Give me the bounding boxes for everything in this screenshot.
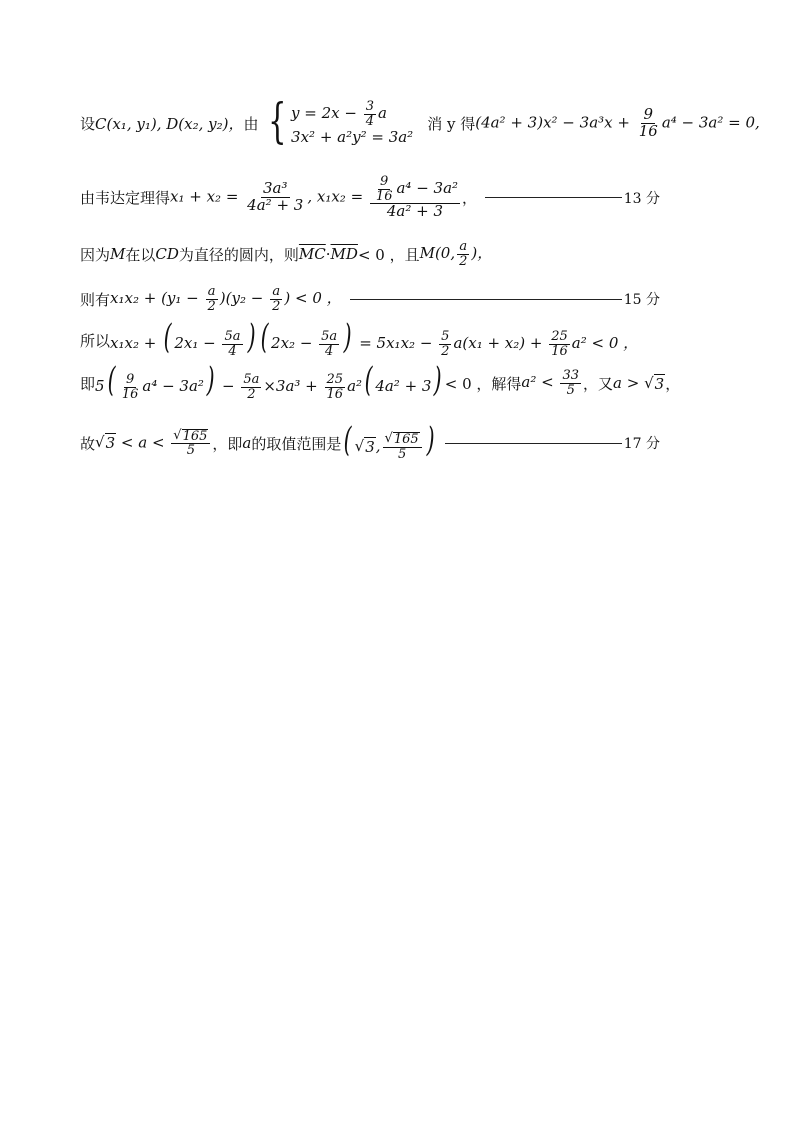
comma: ，	[462, 189, 478, 208]
dot-product-inequality: x₁x₂ + (y₁ − $\frac{a}{2}$ )(y₂ − $\frac{a}{2}$ ) < 0 ，	[110, 284, 342, 314]
score-15: 15 分	[623, 292, 660, 309]
vector-mc: $\overline{MC}$	[298, 245, 326, 264]
point-m: M	[110, 245, 126, 264]
point-m-coords: M(0, $\frac{a}{2}$ )，	[419, 239, 493, 269]
range-interval: ( √ 3 , √ 165 5 )	[344, 420, 435, 462]
expanded-expression: x₁x₂ + ( 2x₁ − $\frac{5a}{4}$ ) ( 2x₂ − $\frac{5a}{4}$ ) = 5x₁x₂ − $\frac{5}{2}$ a(x₁ + x₂) + $\frac{25}{16}$ a² < 0 ，	[110, 317, 639, 359]
vieta-prefix: 由韦达定理得	[80, 189, 171, 208]
segment-cd: CD	[155, 245, 179, 264]
substituted-inequality: 5( $\frac{9}{16}$ a⁴ − 3a²) − $\frac{5a}{2}$ ×3a³ + $\frac{25}{16}$ a²( 4a² + 3)	[95, 360, 443, 402]
system-eq-2: 3x² + a²y² = 3a²	[291, 128, 414, 147]
line-inequality: 则有 x₁x₂ + (y₁ − $\frac{a}{2}$ )(y₂ − $\frac{a}{2}$ ) < 0 ， 15 分	[80, 284, 660, 314]
line-expansion: 所以 x₁x₂ + ( 2x₁ − $\frac{5a}{4}$ ) ( 2x₂ − $\frac{5a}{4}$ ) = 5x₁x₂ − $\frac{5}{2}$ a(x₁ + x₂) + $\frac{25}{16}$ a² < 0 ，	[80, 317, 639, 359]
vieta-product: , x₁x₂ = $\frac{9}{16}$ a⁴ − 3a² 4a² + 3	[307, 174, 459, 221]
by-word: 由	[243, 114, 259, 133]
points-cd: C(x₁, y₁), D(x₂, y₂)，	[95, 114, 244, 133]
setup-prefix: 设	[80, 114, 96, 133]
score-leader-line	[350, 299, 622, 300]
a-lower-bound: a > √ 3	[613, 373, 665, 393]
eliminate-text: 消 y 得	[427, 114, 476, 133]
final-inequality: √ 3 < a < √ 165 5	[95, 429, 212, 458]
line-solve: 即 5( $\frac{9}{16}$ a⁴ − 3a²) − $\frac{5a}{2}$ ×3a³ + $\frac{25}{16}$ a²( 4a² + 3) < 0 ，解得 a² < $\frac{33}{5}$ ，又 a > √ 3 ，	[80, 360, 681, 402]
score-leader-line	[445, 443, 622, 444]
line-circle-condition: 因为 M 在以 CD 为直径的圆内，则 $\overline{MC}$ · $\overline{MD}$ < 0 ，且 M(0, $\frac{a}{2}$ )，	[80, 239, 493, 269]
equation-system: { y = 2x − $\frac{3}{4}$ a 3x² + a²y² = 3a²	[268, 93, 414, 149]
vector-md: $\overline{MD}$	[330, 245, 358, 264]
line-vieta	[80, 175, 660, 220]
line-setup-system	[80, 93, 760, 149]
system-eq-1: y = 2x − $\frac{3}{4}$ a	[291, 99, 387, 129]
score-leader-line	[485, 197, 622, 198]
a-squared-bound: a² < $\frac{33}{5}$	[521, 367, 579, 398]
quadratic-equation: (4a² + 3)x² − 3a³x + $\frac{9}{16}$ a⁴ − 3a² = 0,	[475, 104, 760, 140]
vieta-sum: x₁ + x₂ = $\frac{\text{3a³}}{\text{4a² + 3}}$	[170, 179, 304, 215]
score-13: 13 分	[623, 190, 660, 207]
score-17: 17 分	[623, 436, 660, 453]
line-conclusion: 故 √ 3 < a < √ 165 5 ，即 a 的取值范围是 ( √ 3 , √ 165 5 ) 17 分	[80, 420, 660, 462]
